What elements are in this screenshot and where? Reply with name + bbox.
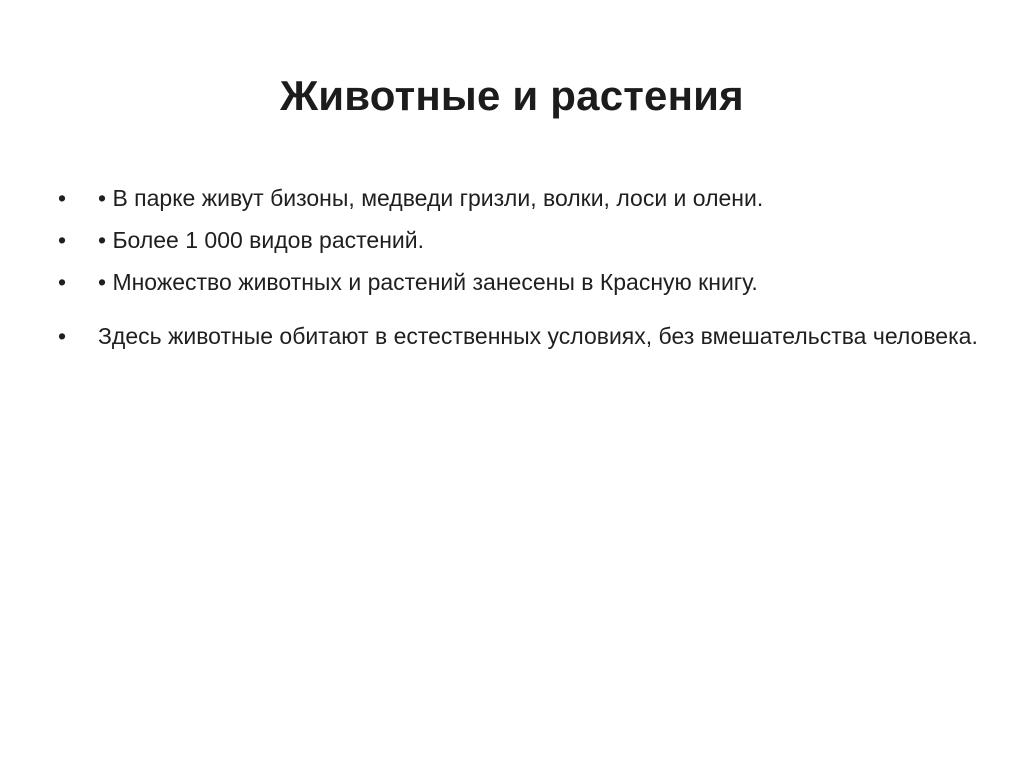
list-item-text: • Множество животных и растений занесены в Красную книгу. [98, 269, 758, 295]
list-item [58, 320, 978, 352]
list-item [58, 224, 978, 256]
bullet-marker: • [58, 185, 67, 211]
slide-title: Животные и растения [280, 72, 744, 119]
list-item-text: • Более 1 000 видов растений. [98, 227, 424, 253]
bullet-list [58, 182, 978, 352]
list-item [58, 266, 978, 298]
list-item [58, 182, 978, 214]
list-item-text: • В парке живут бизоны, медведи гризли, волки, лоси и олени. [98, 185, 764, 211]
bullet-marker: • [58, 323, 67, 349]
bullet-marker: • [58, 227, 67, 253]
list-item-text: Здесь животные обитают в естественных условиях, без вмешательства человека. [98, 323, 978, 349]
bullet-marker: • [58, 269, 67, 295]
